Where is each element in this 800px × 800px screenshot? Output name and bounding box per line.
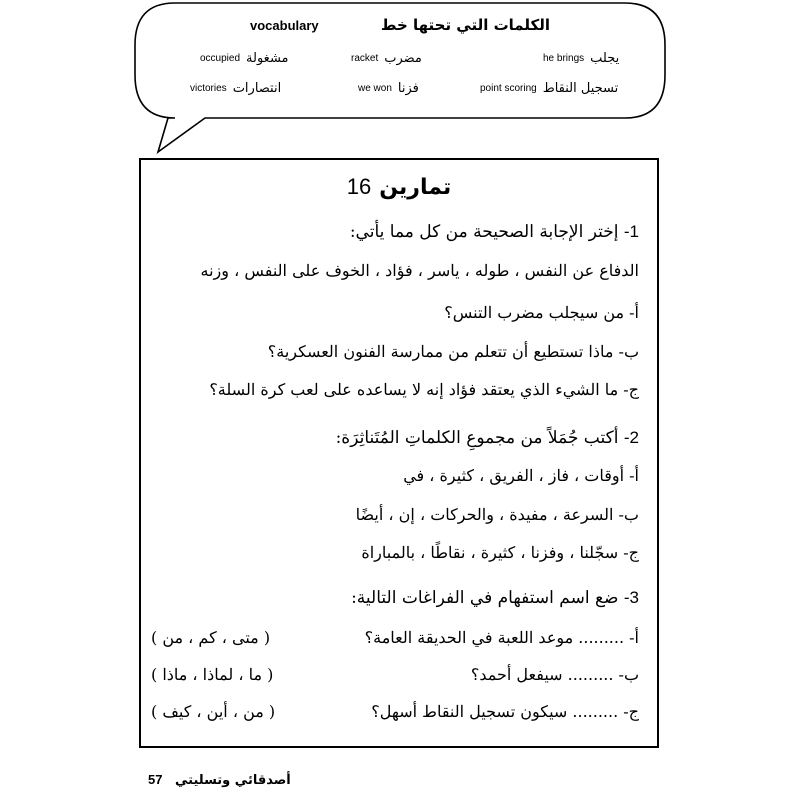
page-footer [148, 772, 291, 788]
question-1-item-b: ب- ماذا تستطيع أن تتعلم من ممارسة الفنون العسكرية؟ [267, 342, 639, 361]
question-2-item-b: ب- السرعة ، مفيدة ، والحركات ، إن ، أيضًا [355, 505, 639, 524]
vocab-item [190, 78, 281, 100]
exercise-title [141, 174, 657, 200]
vocab-ar: فزنا [397, 81, 419, 96]
vocab-ar: مشغولة [246, 51, 289, 66]
question-3-choices-c: ( من ، أين ، كيف ) [151, 702, 276, 721]
vocab-en: we won [358, 83, 392, 94]
question-1-item-c: ج- ما الشيء الذي يعتقد فؤاد إنه لا يساعده على لعب كرة السلة؟ [209, 380, 639, 399]
question-2-instruction [153, 428, 639, 448]
vocab-ar: يجلب [590, 51, 620, 66]
vocab-en: victories [190, 83, 227, 94]
question-1-item-a: أ- من سيجلب مضرب التنس؟ [444, 303, 639, 322]
page-number: 57 [148, 772, 163, 787]
book-title: أصدقائي وتسليتي [175, 773, 291, 788]
question-2-item-a: أ- أوقات ، فاز ، الفريق ، كثيرة ، في [403, 466, 639, 485]
question-2-item-c: ج- سجّلنا ، وفزنا ، كثيرة ، نقاطًا ، بالمباراة [361, 543, 639, 562]
question-number: 3- [623, 588, 639, 607]
vocabulary-bubble [0, 0, 800, 160]
vocab-item [351, 48, 422, 70]
instruction-text: ضع اسم استفهام في الفراغات التالية: [351, 588, 619, 608]
question-3-choices-a: ( متى ، كم ، من ) [151, 628, 271, 647]
vocab-ar: مضرب [384, 51, 422, 66]
vocab-en: he brings [543, 53, 585, 64]
question-3-instruction [153, 588, 639, 608]
vocab-en: occupied [200, 53, 241, 64]
instruction-text: أكتب جُمَلاً من مجموعِ الكلماتِ المُتَناثِرَة: [335, 428, 619, 448]
question-number: 1- [623, 222, 639, 241]
vocab-item [358, 78, 419, 100]
vocabulary-title-en: vocabulary [250, 18, 319, 33]
vocab-ar: انتصارات [232, 81, 282, 96]
vocab-item [480, 78, 618, 100]
question-1-instruction [153, 222, 639, 242]
question-3-item-b: ب- ......... سيفعل أحمد؟ [470, 665, 639, 684]
question-3-item-c: ج- ......... سيكون تسجيل النقاط أسهل؟ [371, 702, 639, 721]
question-3-item-a: أ- ......... موعد اللعبة في الحديقة العامة؟ [364, 628, 639, 647]
vocab-en: point scoring [480, 83, 537, 94]
instruction-text: إختر الإجابة الصحيحة من كل مما يأتي: [349, 222, 619, 242]
question-3-choices-b: ( ما ، لماذا ، ماذا ) [151, 665, 274, 684]
word-bank: الدفاع عن النفس ، طوله ، ياسر ، فؤاد ، الخوف على النفس ، وزنه [200, 261, 639, 280]
vocabulary-heading [170, 18, 610, 42]
vocab-item [200, 48, 289, 70]
question-number: 2- [623, 428, 639, 447]
exercise-box [139, 158, 659, 748]
vocab-en: racket [351, 53, 379, 64]
vocab-item [543, 48, 619, 70]
exercise-title-text: تمارين [379, 175, 452, 200]
vocab-ar: تسجيل النقاط [542, 81, 619, 96]
vocabulary-title-ar: الكلمات التي تحتها خط [380, 16, 550, 34]
exercise-number: 16 [346, 174, 372, 199]
